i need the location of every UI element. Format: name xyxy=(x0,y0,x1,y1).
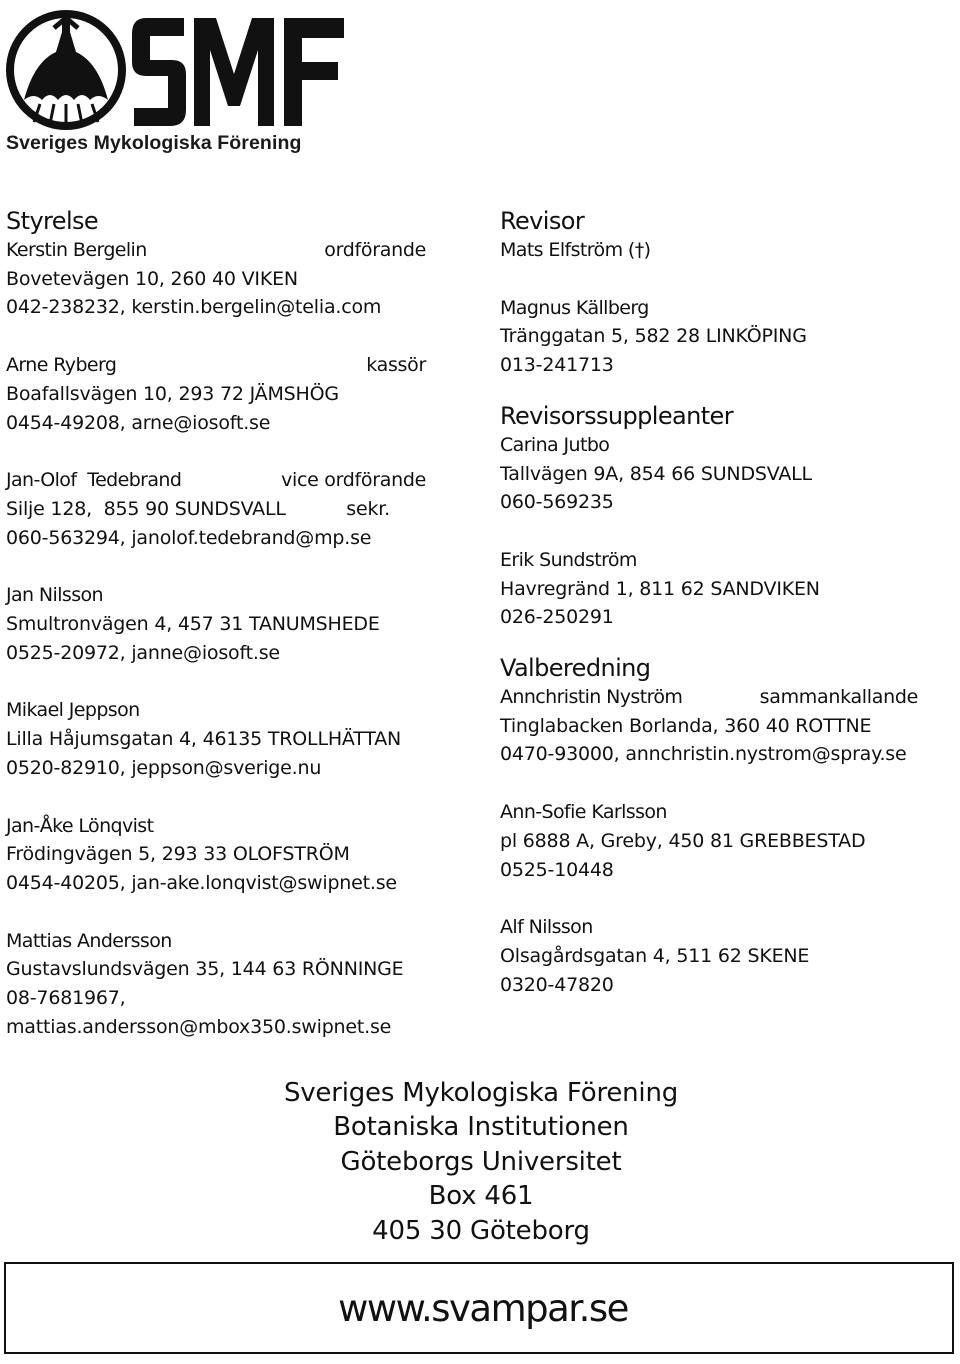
member-address: Havregränd 1, 811 62 SANDVIKEN xyxy=(500,577,820,600)
member-name: Arne Ryberg xyxy=(6,354,117,377)
member-entry xyxy=(6,927,426,1042)
member-entry xyxy=(6,581,426,667)
right-column xyxy=(500,206,940,1028)
member-contact: 042-238232, kerstin.bergelin@telia.com xyxy=(6,296,382,319)
member-role: ordförande xyxy=(324,239,426,261)
member-contact: 0320-47820 xyxy=(500,973,614,996)
member-entry xyxy=(500,294,940,380)
member-name: Annchristin Nyström xyxy=(500,686,683,709)
address-line: Göteborgs Universitet xyxy=(340,1146,622,1177)
website-box xyxy=(4,1262,954,1354)
member-entry xyxy=(6,812,426,898)
address-line: 405 30 Göteborg xyxy=(372,1215,590,1246)
member-contact: 060-563294, janolof.tedebrand@mp.se xyxy=(6,526,372,549)
postal-address-block xyxy=(0,1076,960,1248)
address-line: Box 461 xyxy=(428,1181,534,1212)
member-address: Gustavslundsvägen 35, 144 63 RÖNNINGE xyxy=(6,958,404,981)
member-role-secondary: sekr. xyxy=(346,497,390,520)
member-email: mattias.andersson@mbox350.swipnet.se xyxy=(6,1015,392,1038)
address-line: Sveriges Mykologiska Förening xyxy=(283,1078,679,1108)
section-heading-valberedning: Valberedning xyxy=(500,654,651,683)
member-contact: 060-569235 xyxy=(500,491,614,514)
member-entry xyxy=(500,683,940,769)
member-role: kassör xyxy=(366,354,426,377)
member-name: Mikael Jeppson xyxy=(6,699,140,722)
section-heading-styrelse: Styrelse xyxy=(6,207,99,235)
member-contact: 0520-82910, jeppson@sverige.nu xyxy=(6,756,322,779)
mushroom-emblem-icon xyxy=(4,4,348,134)
logo-organization-name: Sveriges Mykologiska Förening xyxy=(6,132,302,154)
member-address: pl 6888 A, Greby, 450 81 GREBBESTAD xyxy=(500,829,866,852)
member-entry xyxy=(6,466,426,552)
member-address: Bovetevägen 10, 260 40 VIKEN xyxy=(6,267,298,290)
member-entry xyxy=(500,546,940,632)
member-address: Boafallsvägen 10, 293 72 JÄMSHÖG xyxy=(6,382,339,405)
member-phone: 08-7681967, xyxy=(6,987,126,1010)
member-entry xyxy=(500,798,940,884)
member-address: Frödingvägen 5, 293 33 OLOFSTRÖM xyxy=(6,843,350,866)
member-entry xyxy=(6,236,426,322)
member-name: Erik Sundström xyxy=(500,548,637,571)
member-contact: 013-241713 xyxy=(500,354,614,377)
member-name: Alf Nilsson xyxy=(500,916,593,939)
member-entry xyxy=(500,431,940,517)
member-address: Olsagårdsgatan 4, 511 62 SKENE xyxy=(500,944,810,967)
member-contact: 0525-20972, janne@iosoft.se xyxy=(6,641,280,664)
member-entry xyxy=(500,236,940,265)
member-address: Tallvägen 9A, 854 66 SUNDSVALL xyxy=(500,462,812,485)
section-heading-revisor: Revisor xyxy=(500,207,585,235)
member-address: Smultronvägen 4, 457 31 TANUMSHEDE xyxy=(6,613,380,636)
member-name: Ann-Sofie Karlsson xyxy=(500,801,667,824)
member-role: vice ordförande xyxy=(281,469,426,492)
member-address: Silje 128, 855 90 SUNDSVALL xyxy=(6,497,286,520)
member-entry xyxy=(6,696,426,782)
member-name: Carina Jutbo xyxy=(500,433,610,456)
member-name: Jan-Olof Tedebrand xyxy=(6,469,182,492)
member-name: Mattias Andersson xyxy=(6,929,172,952)
styrelse-section xyxy=(6,206,426,1070)
member-address: Lilla Håjumsgatan 4, 46135 TROLLHÄTTAN xyxy=(6,728,402,751)
member-name: Kerstin Bergelin xyxy=(6,239,147,261)
member-entry xyxy=(500,913,940,999)
member-entry xyxy=(6,351,426,437)
website-link[interactable]: www.svampar.se xyxy=(338,1286,628,1330)
member-name: Jan-Åke Lönqvist xyxy=(6,814,154,837)
member-contact: 026-250291 xyxy=(500,606,614,629)
member-contact: 0470-93000, annchristin.nystrom@spray.se xyxy=(500,743,907,766)
member-address: Tränggatan 5, 582 28 LINKÖPING xyxy=(500,325,807,348)
member-name: Magnus Källberg xyxy=(500,296,649,319)
section-heading-revisorssuppleanter: Revisorssuppleanter xyxy=(500,401,733,430)
member-name: Mats Elfström (†) xyxy=(500,239,651,261)
member-contact: 0454-40205, jan-ake.lonqvist@swipnet.se xyxy=(6,871,397,894)
member-contact: 0525-10448 xyxy=(500,858,614,881)
member-address: Tinglabacken Borlanda, 360 40 ROTTNE xyxy=(500,714,872,737)
member-role: sammankallande xyxy=(759,686,918,709)
address-line: Botaniska Institutionen xyxy=(333,1112,629,1143)
member-name: Jan Nilsson xyxy=(6,584,103,607)
member-contact: 0454-49208, arne@iosoft.se xyxy=(6,411,271,434)
